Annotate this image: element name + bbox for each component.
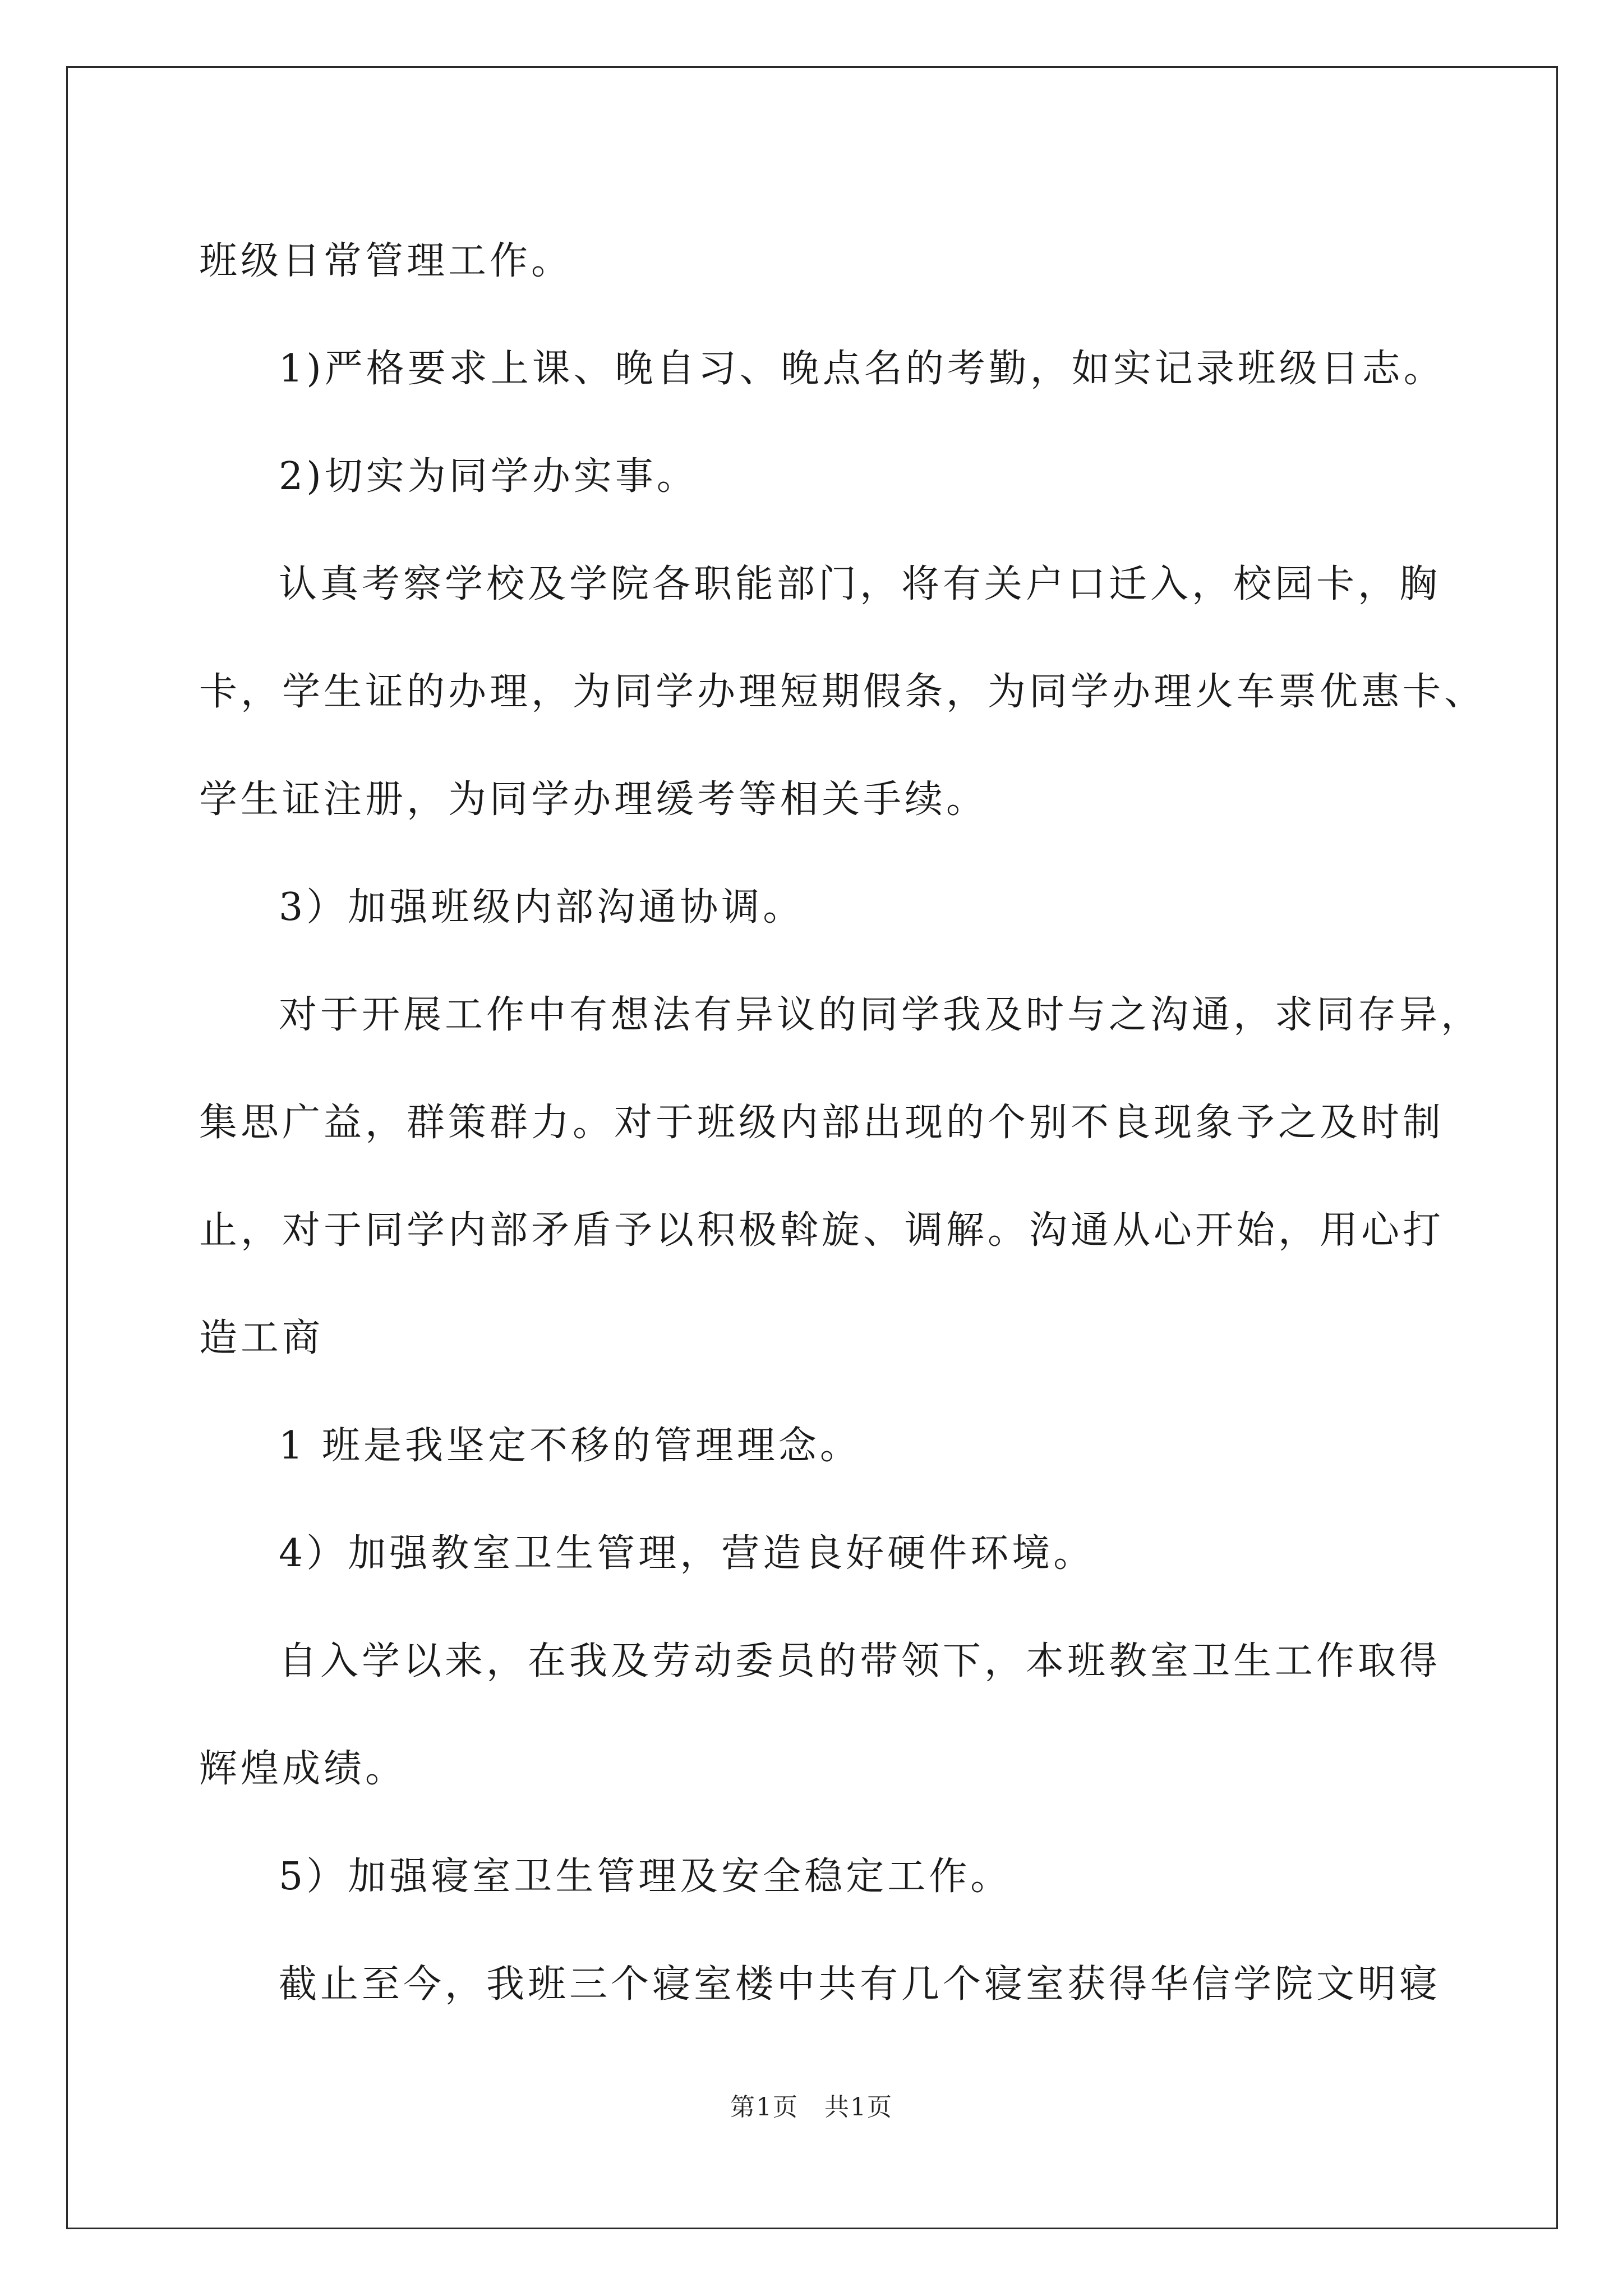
text-line: 对于开展工作中有想法有异议的同学我及时与之沟通，求同存异， bbox=[279, 993, 1483, 1037]
text-line: 认真考察学校及学院各职能部门，将有关户口迁入，校园卡，胸 bbox=[279, 562, 1441, 606]
document-body bbox=[199, 208, 1486, 2039]
text-line: 5）加强寝室卫生管理及安全稳定工作。 bbox=[279, 1855, 1012, 1899]
text-line: 1 班是我坚定不移的管理理念。 bbox=[279, 1424, 861, 1468]
text-line: 集思广益，群策群力。对于班级内部出现的个别不良现象予之及时制 bbox=[199, 1101, 1445, 1145]
text-line: 1)严格要求上课、晚自习、晚点名的考勤，如实记录班级日志。 bbox=[279, 347, 1445, 391]
page-footer bbox=[0, 2087, 1623, 2123]
text-line: 2)切实为同学办实事。 bbox=[279, 454, 698, 499]
page-number: 第1页 共1页 bbox=[730, 2093, 893, 2122]
text-line: 造工商 bbox=[199, 1316, 324, 1360]
text-line: 辉煌成绩。 bbox=[199, 1747, 407, 1791]
text-line: 学生证注册，为同学办理缓考等相关手续。 bbox=[199, 777, 988, 822]
text-line: 3）加强班级内部沟通协调。 bbox=[279, 885, 805, 930]
text-line: 4）加强教室卫生管理，营造良好硬件环境。 bbox=[279, 1531, 1095, 1576]
text-line: 卡，学生证的办理，为同学办理短期假条，为同学办理火车票优惠卡、 bbox=[199, 670, 1486, 714]
text-line: 止，对于同学内部矛盾予以积极斡旋、调解。沟通从心开始，用心打 bbox=[199, 1208, 1445, 1253]
text-line: 班级日常管理工作。 bbox=[199, 239, 573, 283]
text-line: 自入学以来，在我及劳动委员的带领下，本班教室卫生工作取得 bbox=[279, 1639, 1441, 1683]
text-line: 截止至今，我班三个寝室楼中共有几个寝室获得华信学院文明寝 bbox=[279, 1962, 1441, 2007]
